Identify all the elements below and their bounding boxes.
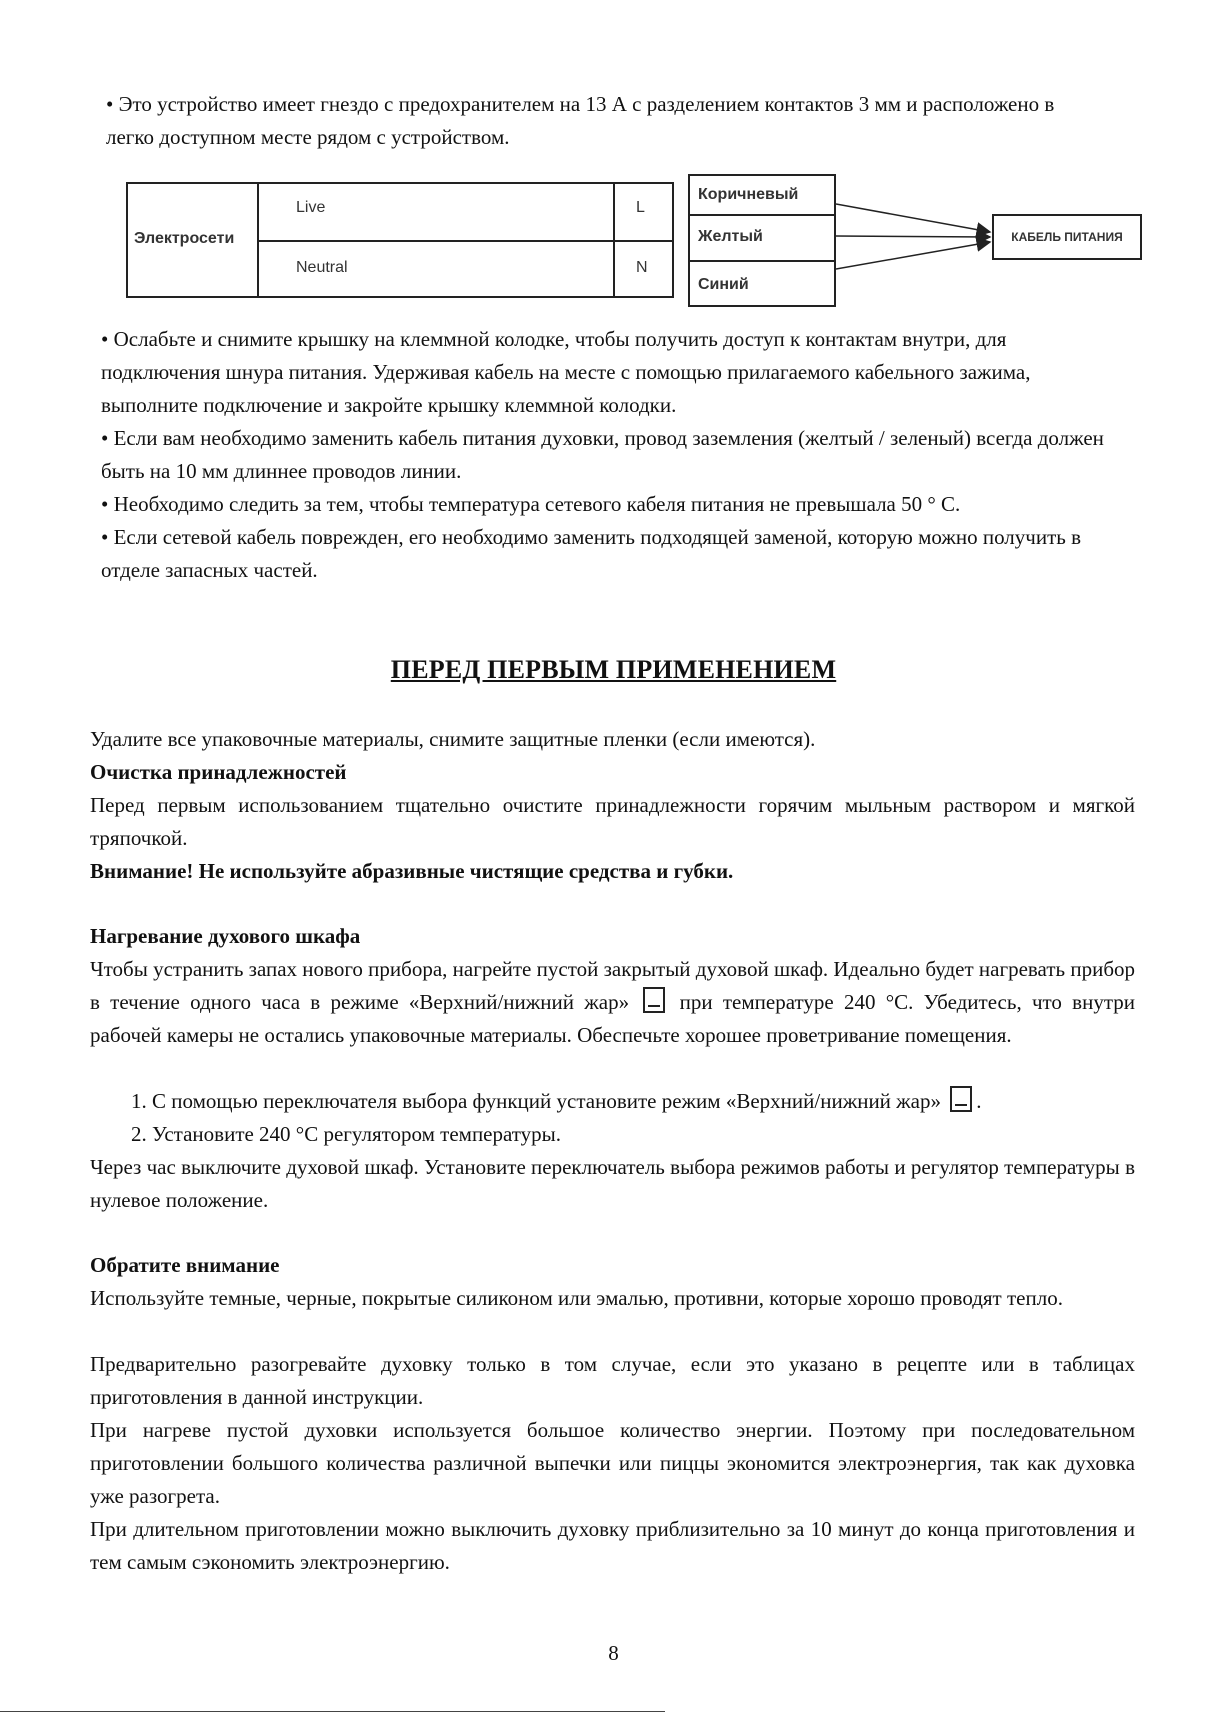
neutral-label: Neutral: [296, 259, 348, 276]
note-paragraph-2: Предварительно разогревайте духовку только в том случае, если это указано в рецепте или в таблицах приготовления в данной инструкции.: [90, 1352, 1135, 1409]
wiring-diagram: [126, 174, 1146, 310]
heating-after: Через час выключите духовой шкаф. Установите переключатель выбора режимов работы и регулятор температуры в нулевое положение.: [90, 1155, 1135, 1212]
bullet-temperature: • Необходимо следить за тем, чтобы температура сетевого кабеля питания не превышала 50 ° С.: [101, 492, 961, 516]
step1-text: 1. С помощью переключателя выбора функций установите режим «Верхний/нижний жар»: [131, 1089, 941, 1113]
cleaning-text: Перед первым использованием тщательно очистите принадлежности горячим мыльным раствором и мягкой тряпочкой.: [90, 793, 1135, 850]
bullet-ground: • Если вам необходимо заменить кабель питания духовки, провод заземления (желтый / зеленый) всегда должен быть на 10 мм длиннее проводов линии.: [101, 426, 1104, 483]
color-blue: Синий: [698, 276, 749, 293]
heating-title: Нагревание духового шкафа: [90, 924, 361, 948]
cleaning-title: Очистка принадлежностей: [90, 760, 347, 784]
cleaning-warning: Внимание! Не используйте абразивные чистящие средства и губки.: [90, 859, 734, 883]
bullet-terminal: • Ослабьте и снимите крышку на клеммной колодке, чтобы получить доступ к контактам внутри, для подключения шнура питания. Удерживая кабель на месте с помощью прилагаемого кабельного зажима, выполните подключение и закройте крышку клеммной колодки.: [101, 327, 1031, 417]
live-code: L: [636, 199, 645, 216]
top-bottom-heat-icon: [950, 1086, 972, 1112]
step1-end: .: [976, 1089, 982, 1113]
arrows-icon: [836, 174, 996, 310]
heating-step-1: [131, 1085, 1131, 1118]
heating-text: [90, 953, 1135, 1052]
wire-colors-box: [688, 174, 836, 307]
page-number: 8: [608, 1641, 619, 1665]
bullet-damaged: • Если сетевой кабель поврежден, его необходимо заменить подходящей заменой, которую можно получить в отделе запасных частей.: [101, 525, 1081, 582]
section-title: ПЕРЕД ПЕРВЫМ ПРИМЕНЕНИЕМ: [390, 655, 837, 684]
note-paragraph-3: При нагреве пустой духовки используется большое количество энергии. Поэтому при последовательном приготовлении большого количества различной выпечки или пиццы экономится электроэнергия, так как духовка уже разогрета.: [90, 1418, 1135, 1508]
heating-step-2: 2. Установите 240 °С регулятором температуры.: [131, 1122, 562, 1146]
note-title: Обратите внимание: [90, 1253, 280, 1277]
heating-text-part1: Чтобы устранить запах нового прибора, нагрейте пустой закрытый духовой шкаф. Идеально будет нагревать прибор в течение одного часа в режиме «Верхний/нижний жар»: [90, 957, 1135, 1014]
note-paragraph-1: Используйте темные, черные, покрытые силиконом или эмалью, противни, которые хорошо проводят тепло.: [90, 1286, 1063, 1310]
intro-text: Удалите все упаковочные материалы, снимите защитные пленки (если имеются).: [90, 727, 816, 751]
color-brown: Коричневый: [698, 186, 799, 203]
color-yellow: Желтый: [698, 228, 763, 245]
neutral-code: N: [636, 259, 648, 276]
top-bottom-heat-icon: [643, 987, 665, 1013]
footer-divider: [0, 1711, 665, 1712]
fuse-bullet: • Это устройство имеет гнездо с предохранителем на 13 А с разделением контактов 3 мм и расположено в легко доступном месте рядом с устройством.: [106, 92, 1055, 149]
mains-label: Электросети: [134, 230, 235, 247]
mains-table: [126, 182, 674, 298]
note-paragraph-4: При длительном приготовлении можно выключить духовку приблизительно за 10 минут до конца приготовления и тем самым сэкономить электроэнергию.: [90, 1517, 1135, 1574]
power-cable-box: КАБЕЛЬ ПИТАНИЯ: [992, 214, 1142, 260]
heating-text-part2: при температуре 240 °С. Убедитесь, что внутри рабочей камеры не остались упаковочные материалы. Обеспечьте хорошее проветривание помещения.: [90, 990, 1136, 1047]
live-label: Live: [296, 199, 326, 216]
